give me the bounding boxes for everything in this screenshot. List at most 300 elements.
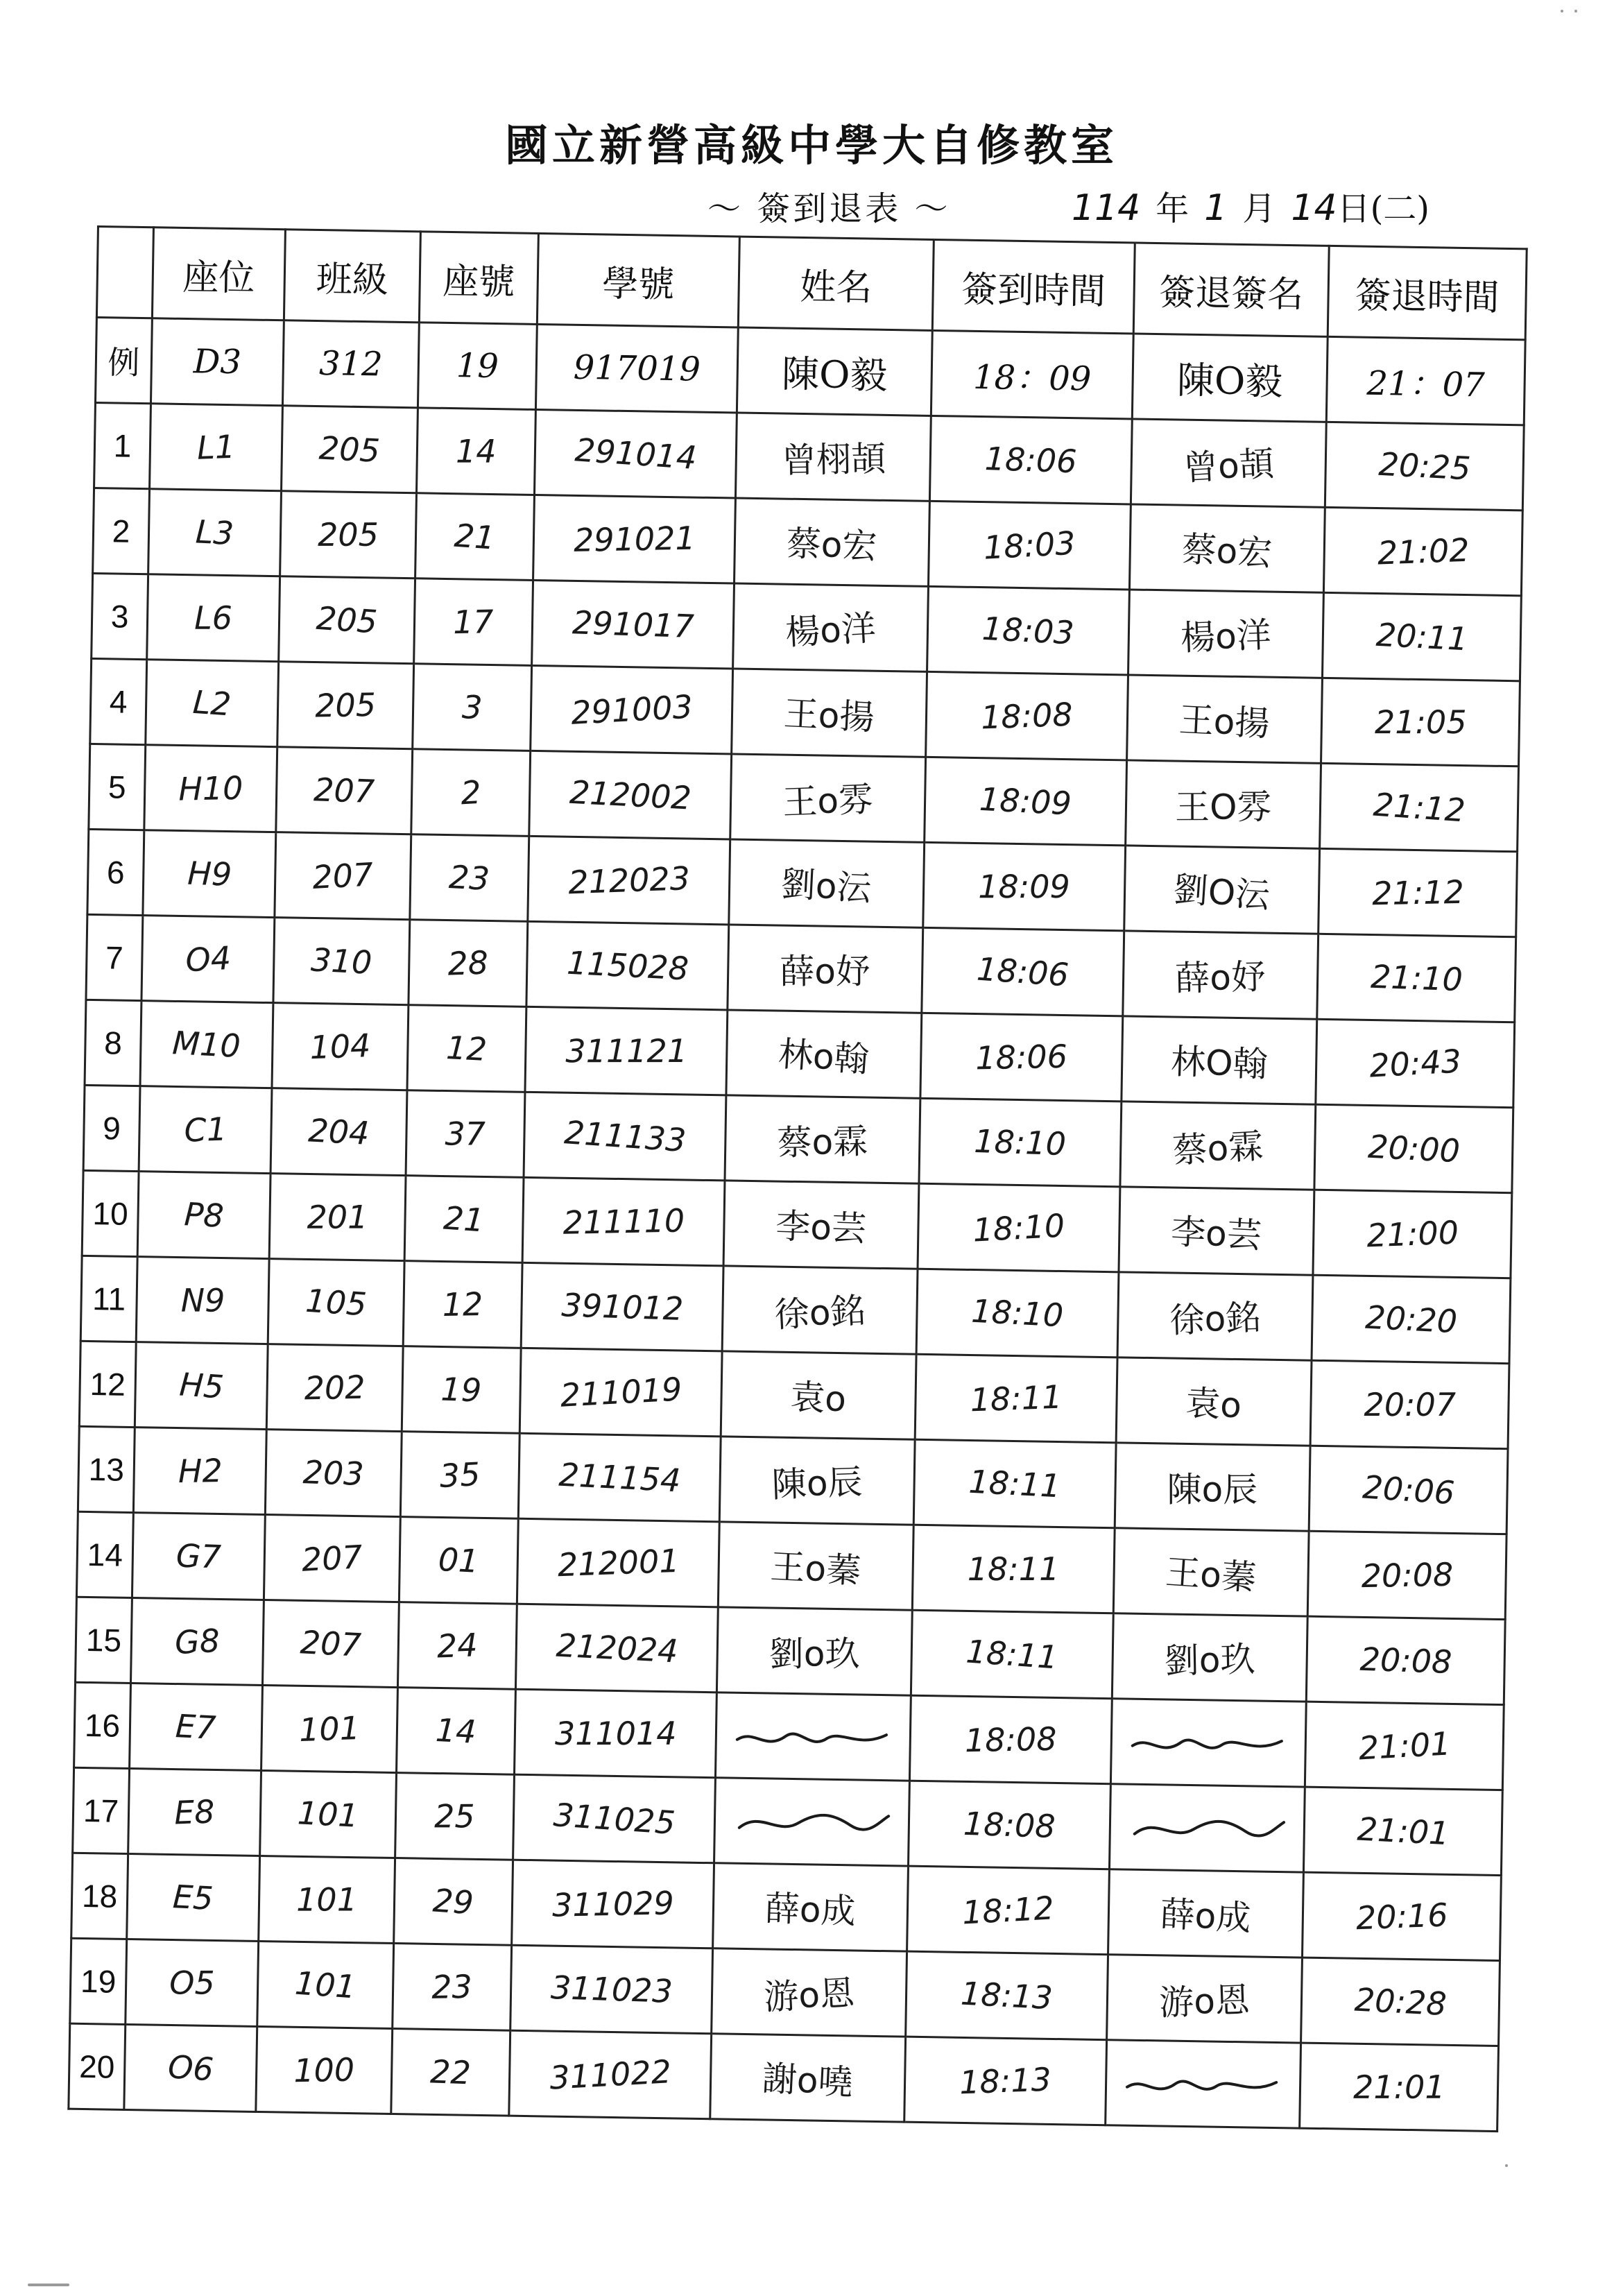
- row-number: 20: [69, 2023, 126, 2109]
- seat-no-text: 28: [447, 943, 490, 983]
- seat: [136, 1257, 269, 1344]
- seat-no-text: 19: [440, 1370, 483, 1410]
- seat-no: [415, 493, 535, 581]
- seat: [144, 745, 277, 832]
- name: [710, 2034, 906, 2122]
- class-text: 205: [318, 429, 381, 470]
- checkin: [929, 415, 1132, 504]
- seat-no: [416, 408, 535, 495]
- seat-text: O6: [166, 2048, 215, 2089]
- checkout-sign: [1120, 1102, 1316, 1190]
- checkout-sign: [1124, 846, 1320, 934]
- example-checkout-sign: 陳O毅: [1132, 334, 1328, 422]
- scan-edge: [28, 2284, 69, 2286]
- student-id-text: 311014: [554, 1714, 677, 1753]
- seat-no: [403, 1261, 522, 1348]
- name-text: 王o雰: [782, 779, 875, 823]
- row-number: 19: [70, 1938, 127, 2024]
- checkin: [916, 1269, 1119, 1357]
- row-number: 2: [93, 488, 150, 574]
- checkout-text: 20:07: [1364, 1385, 1456, 1424]
- student-id: [513, 1774, 716, 1863]
- name: [726, 1010, 922, 1098]
- class: [282, 406, 418, 493]
- class: [257, 1941, 394, 2028]
- checkin: [920, 1013, 1123, 1102]
- checkout-sign: [1107, 1955, 1303, 2043]
- checkout-text: 21:12: [1371, 873, 1464, 913]
- student-id-text: 211019: [559, 1370, 683, 1414]
- checkin: [923, 842, 1126, 931]
- checkout-text: 20:28: [1353, 1980, 1448, 2023]
- name-text: 薛o妤: [780, 951, 871, 992]
- class: [280, 491, 417, 579]
- checkout-text: 20:08: [1360, 1555, 1454, 1595]
- student-id-text: 212023: [567, 859, 691, 902]
- seat: [140, 1001, 273, 1088]
- student-id-text: 291017: [571, 603, 695, 646]
- seat-no: [394, 1858, 513, 1946]
- row-number: 3: [92, 573, 148, 659]
- seat-text: P8: [183, 1195, 225, 1235]
- seat-text: N9: [180, 1281, 225, 1319]
- signature-scribble-icon: [728, 1793, 895, 1851]
- date-weekday: (二): [1370, 189, 1430, 228]
- student-id: [510, 1945, 713, 2034]
- class-text: 202: [304, 1368, 366, 1407]
- checkout-text: 20:11: [1375, 615, 1469, 658]
- class: [260, 1770, 397, 1858]
- col-header-checkin-time: 簽到時間: [932, 239, 1135, 334]
- checkout-sign-text: 薛o妤: [1174, 957, 1266, 999]
- student-id: [528, 836, 730, 925]
- class-text: 207: [299, 1623, 363, 1664]
- student-id-text: 311029: [551, 1884, 674, 1924]
- seat-no: [409, 920, 528, 1007]
- checkin-text: 18:13: [960, 1974, 1054, 2017]
- student-id: [524, 1092, 726, 1181]
- signature-scribble-icon: [1119, 2055, 1287, 2113]
- checkout-sign: [1122, 1016, 1317, 1104]
- name: [735, 498, 930, 586]
- checkin-text: 18:06: [984, 440, 1078, 481]
- checkout-text: 20:25: [1377, 445, 1472, 488]
- name-text: 楊o洋: [784, 608, 877, 653]
- student-id: [534, 409, 737, 498]
- checkin-text: 18:13: [959, 2060, 1052, 2102]
- checkin: [925, 757, 1127, 846]
- name: [712, 1948, 907, 2037]
- class-text: 104: [309, 1027, 372, 1067]
- class-text: 205: [315, 599, 379, 641]
- class: [269, 1174, 406, 1261]
- checkout-sign: [1131, 419, 1326, 507]
- seat-no: [402, 1346, 521, 1434]
- student-id-text: 291014: [573, 431, 698, 477]
- name-text: 陳o辰: [771, 1462, 864, 1505]
- checkout-sign: [1128, 590, 1324, 678]
- checkout-sign-text: 徐o銘: [1169, 1297, 1262, 1341]
- checkout: [1322, 592, 1521, 680]
- col-header-name: 姓名: [738, 237, 934, 330]
- seat-no: [393, 1944, 512, 2031]
- checkout-sign-text: 曾o頡: [1182, 443, 1276, 489]
- seat-text: M10: [171, 1024, 242, 1065]
- class-text: 201: [307, 1198, 368, 1236]
- row-number: 11: [80, 1256, 137, 1342]
- checkout-sign-text: 薛o成: [1159, 1894, 1252, 1939]
- checkin: [915, 1354, 1117, 1443]
- seat: [148, 489, 282, 576]
- seat-text: E7: [175, 1707, 218, 1747]
- checkin: [928, 501, 1131, 590]
- checkout: [1317, 934, 1516, 1022]
- checkout-text: 20:43: [1368, 1042, 1462, 1085]
- col-header-class: 班級: [284, 230, 420, 323]
- seat-no-text: 24: [436, 1626, 479, 1665]
- class: [275, 832, 411, 920]
- class: [277, 662, 414, 749]
- example-name: 陳O毅: [737, 327, 932, 415]
- row-number: 5: [89, 744, 146, 830]
- checkout: [1309, 1446, 1508, 1534]
- name-text: 蔡o宏: [786, 523, 878, 567]
- student-id: [518, 1433, 721, 1522]
- checkin: [927, 586, 1130, 675]
- checkin-text: 18:10: [970, 1292, 1065, 1335]
- checkin: [906, 1951, 1108, 2040]
- class: [279, 576, 415, 664]
- example-seat-no: 19: [418, 323, 537, 410]
- checkout-sign-text: 袁o: [1185, 1382, 1243, 1426]
- class: [265, 1430, 402, 1517]
- checkout-sign: [1127, 675, 1323, 763]
- seat: [147, 574, 280, 662]
- seat-text: H9: [187, 854, 232, 893]
- class: [262, 1600, 399, 1688]
- checkout: [1319, 848, 1518, 936]
- student-id-text: 311025: [552, 1796, 676, 1842]
- name: [733, 583, 929, 671]
- seat: [139, 1086, 272, 1174]
- student-id: [514, 1689, 716, 1778]
- student-id-text: 391012: [560, 1286, 684, 1328]
- student-id: [519, 1348, 722, 1437]
- checkout: [1320, 763, 1519, 851]
- student-id-text: 212024: [555, 1626, 679, 1670]
- seat-text: E8: [173, 1792, 216, 1832]
- col-header-seat: 座位: [152, 228, 285, 320]
- checkout-sign: [1126, 760, 1321, 848]
- checkin: [922, 927, 1124, 1016]
- checkout: [1305, 1702, 1504, 1790]
- checkout-sign-text: 王O雰: [1174, 787, 1272, 828]
- name-text: 李o芸: [775, 1206, 868, 1249]
- class-text: 207: [313, 771, 376, 811]
- seat: [135, 1342, 268, 1430]
- name-text: 劉o沄: [780, 864, 873, 909]
- checkout: [1300, 2043, 1499, 2131]
- student-id-text: 211154: [558, 1455, 682, 1500]
- name: [735, 413, 931, 501]
- checkin-text: 18:06: [975, 950, 1070, 994]
- scan-speck: [1561, 10, 1563, 12]
- seat-no: [399, 1517, 518, 1604]
- checkin-text: 18:08: [963, 1804, 1056, 1846]
- seat-no-text: 35: [438, 1455, 481, 1495]
- checkout-text: 20:00: [1366, 1127, 1461, 1170]
- checkin-text: 18:11: [965, 1632, 1060, 1677]
- date-year: 114: [1072, 187, 1141, 229]
- seat: [146, 660, 279, 747]
- student-id-text: 212002: [568, 773, 692, 817]
- seat-text: G8: [173, 1621, 221, 1662]
- student-id: [517, 1518, 719, 1607]
- row-number: 13: [78, 1426, 135, 1512]
- seat-no: [406, 1090, 525, 1178]
- row-number: 4: [90, 658, 147, 744]
- name: [729, 839, 925, 927]
- name-text: 薛o成: [764, 1888, 857, 1932]
- seat-text: C1: [183, 1110, 227, 1149]
- seat-text: G7: [175, 1536, 222, 1576]
- checkin: [913, 1439, 1116, 1528]
- name-text: 曾栩頡: [780, 438, 886, 481]
- checkout-sign-text: 王o揚: [1178, 699, 1271, 744]
- seat-no: [397, 1602, 517, 1690]
- checkin-text: 18:03: [982, 524, 1077, 567]
- class-text: 205: [318, 515, 379, 554]
- checkout-sign: [1119, 1187, 1314, 1275]
- checkout-sign-signature-scribble: [1109, 1784, 1305, 1872]
- student-id-text: 115028: [565, 943, 689, 988]
- checkout-sign: [1129, 504, 1325, 592]
- student-id-text: 311022: [548, 2053, 672, 2097]
- class: [264, 1515, 400, 1602]
- checkin: [907, 1866, 1110, 1955]
- checkout-text: 20:16: [1355, 1896, 1449, 1937]
- seat-no: [404, 1176, 524, 1263]
- seat: [126, 1939, 259, 2026]
- student-id-text: 291003: [569, 687, 694, 732]
- seat-no: [400, 1432, 519, 1519]
- class: [273, 918, 410, 1005]
- checkout-text: 21:01: [1357, 1724, 1452, 1767]
- class: [268, 1259, 404, 1346]
- example-checkout: 21：07: [1326, 336, 1525, 425]
- seat-text: H2: [177, 1451, 223, 1491]
- class-text: 101: [293, 1964, 357, 2006]
- class-text: 105: [304, 1281, 368, 1323]
- row-number: 16: [74, 1682, 131, 1768]
- checkin: [919, 1098, 1122, 1187]
- checkout-text: 20:08: [1359, 1640, 1452, 1681]
- class-text: 310: [310, 941, 373, 982]
- seat-no-text: 37: [445, 1115, 486, 1153]
- student-id: [531, 665, 733, 754]
- class-text: 100: [293, 2050, 355, 2090]
- name-text: 林o翰: [777, 1034, 870, 1080]
- checkin: [912, 1525, 1115, 1613]
- checkout-text: 21:01: [1352, 2068, 1445, 2106]
- date-day-label: 日: [1337, 189, 1371, 228]
- class-text: 205: [314, 685, 377, 725]
- checkin: [911, 1610, 1113, 1699]
- seat: [132, 1513, 265, 1600]
- name-text: 王o蓁: [769, 1546, 862, 1591]
- class: [256, 2026, 393, 2114]
- date-month-label: 月: [1242, 189, 1276, 228]
- class: [261, 1686, 398, 1773]
- name: [725, 1095, 920, 1183]
- name-signature-scribble: [714, 1778, 910, 1866]
- name: [721, 1351, 916, 1439]
- student-id: [529, 751, 732, 839]
- checkin: [908, 1781, 1110, 1869]
- seat-text: L3: [194, 513, 235, 553]
- checkout-sign-text: 陳o辰: [1167, 1469, 1258, 1510]
- checkout-sign: [1117, 1272, 1313, 1360]
- name-text: 謝o嘵: [761, 2058, 855, 2103]
- student-id: [509, 2030, 712, 2119]
- name: [718, 1522, 913, 1610]
- student-id-text: 212001: [556, 1541, 680, 1584]
- checkout: [1310, 1360, 1509, 1448]
- signature-scribble-icon: [1124, 1799, 1291, 1858]
- row-number: 1: [94, 402, 151, 488]
- class: [276, 747, 413, 834]
- checkout-sign-signature-scribble: [1110, 1699, 1306, 1787]
- checkin-text: 18:03: [981, 609, 1076, 652]
- checkin-text: 18:11: [967, 1550, 1060, 1588]
- checkout-text: 21:00: [1366, 1213, 1459, 1255]
- checkout: [1316, 1019, 1515, 1107]
- row-number: 17: [73, 1767, 130, 1853]
- seat: [124, 2024, 257, 2111]
- seat-no-text: 22: [429, 2053, 472, 2092]
- seat-text: O5: [169, 1964, 215, 2002]
- checkout: [1307, 1531, 1506, 1619]
- seat-no-text: 3: [461, 688, 483, 727]
- checkout: [1306, 1616, 1505, 1704]
- checkout-text: 21:10: [1370, 957, 1463, 999]
- name: [732, 669, 927, 757]
- checkin: [909, 1695, 1112, 1784]
- date-line: [1072, 182, 1429, 230]
- seat-no: [411, 749, 531, 837]
- checkout-sign: [1116, 1357, 1312, 1446]
- checkin-text: 18:08: [980, 695, 1074, 737]
- name-text: 劉o玖: [769, 1634, 860, 1674]
- checkin-text: 18:09: [978, 867, 1071, 906]
- student-id-text: 211133: [563, 1113, 687, 1160]
- name: [723, 1181, 919, 1269]
- example-seat: D3: [151, 318, 284, 406]
- student-id: [512, 1860, 714, 1948]
- seat-no-text: 21: [443, 1199, 486, 1240]
- name-text: 王o揚: [782, 693, 876, 738]
- checkout-text: 21:01: [1356, 1810, 1450, 1853]
- date-year-label: 年: [1156, 189, 1190, 228]
- checkout: [1313, 1190, 1512, 1278]
- class-text: 203: [302, 1453, 365, 1493]
- example-student-id: 917019: [535, 324, 738, 413]
- seat-no: [397, 1688, 516, 1775]
- scan-speck: [1574, 10, 1577, 12]
- seat: [130, 1598, 264, 1686]
- example-checkin: 18：09: [931, 330, 1133, 419]
- class-text: 204: [307, 1111, 370, 1152]
- checkin: [918, 1183, 1120, 1272]
- seat-no: [413, 664, 532, 751]
- student-id-text: 311023: [549, 1969, 673, 2010]
- date-month: 1: [1204, 187, 1228, 229]
- row-number: 10: [82, 1170, 139, 1256]
- student-id: [521, 1262, 723, 1351]
- student-id: [533, 495, 736, 583]
- checkout-sign-text: 蔡o霖: [1171, 1126, 1264, 1172]
- row-number: 9: [83, 1085, 140, 1171]
- student-id: [532, 580, 735, 669]
- row-number: 6: [87, 829, 144, 915]
- checkin-text: 18:09: [979, 780, 1073, 823]
- checkin-text: 18:11: [968, 1462, 1062, 1505]
- checkout-sign: [1113, 1528, 1309, 1616]
- sign-in-table: [67, 225, 1527, 2132]
- signature-scribble-icon: [730, 1708, 897, 1766]
- student-id: [522, 1177, 725, 1266]
- seat: [127, 1853, 260, 1941]
- checkout-text: 21:12: [1372, 785, 1467, 830]
- name: [728, 925, 923, 1013]
- seat: [128, 1769, 261, 1856]
- checkout-sign-text: 劉O沄: [1171, 868, 1271, 916]
- subtitle: ～ 簽到退表 ～: [707, 189, 951, 228]
- seat: [143, 830, 276, 918]
- class-text: 101: [296, 1794, 360, 1835]
- col-header-seat-no: 座號: [419, 232, 538, 325]
- seat-no-text: 23: [448, 858, 491, 898]
- seat-no-text: 12: [445, 1029, 488, 1068]
- col-header-index: [96, 227, 153, 318]
- seat-text: O4: [184, 939, 232, 979]
- seat-no: [407, 1005, 526, 1093]
- checkout-sign: [1115, 1443, 1310, 1531]
- checkout-sign-text: 游o恩: [1158, 1980, 1251, 2023]
- seat-text: L2: [191, 683, 232, 723]
- date-day: 14: [1291, 187, 1337, 229]
- checkout-text: 20:20: [1364, 1298, 1459, 1341]
- class: [259, 1856, 395, 1943]
- name: [722, 1266, 918, 1354]
- seat: [141, 916, 275, 1003]
- checkout: [1325, 422, 1524, 510]
- row-number: 18: [71, 1853, 128, 1939]
- seat-no: [395, 1773, 515, 1860]
- col-header-student-id: 學號: [537, 233, 739, 327]
- name: [716, 1607, 912, 1695]
- checkout-sign-text: 劉o玖: [1164, 1639, 1256, 1681]
- seat-text: H10: [178, 769, 243, 808]
- seat-no: [391, 2029, 510, 2116]
- seat-no: [410, 834, 529, 922]
- seat: [130, 1684, 263, 1771]
- seat-text: H5: [178, 1365, 225, 1406]
- seat-no-text: 14: [434, 1711, 478, 1751]
- row-number: 12: [79, 1341, 136, 1427]
- checkout-sign: [1112, 1613, 1307, 1702]
- student-id: [526, 921, 729, 1010]
